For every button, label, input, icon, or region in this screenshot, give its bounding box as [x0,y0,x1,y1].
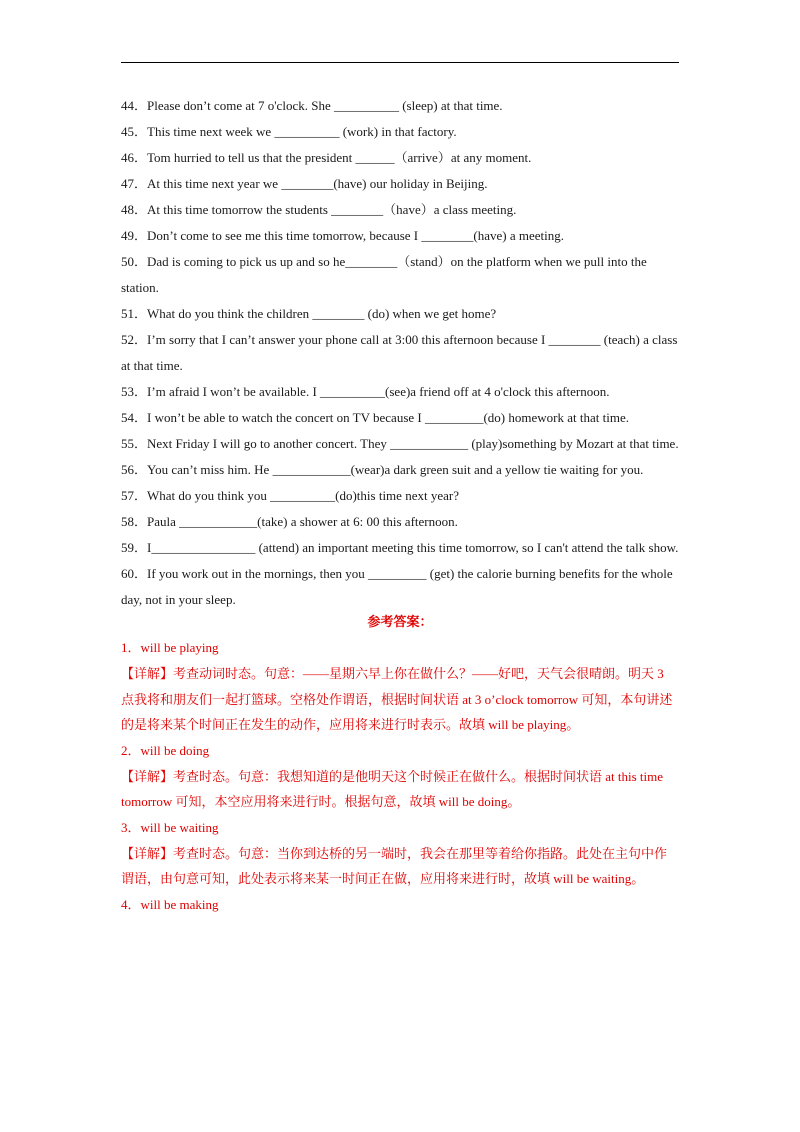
document-content [121,93,679,918]
explain-tag: 【详解】 [121,768,174,784]
answer-heading: 1．will be playing [121,640,219,655]
question-item: 55．Next Friday I will go to another concert. They ____________ (play)something by Mozart at that time. [121,436,679,451]
answer-explanation: 【详解】考查时态。句意：当你到达桥的另一端时，我会在那里等着给你指路。此处在主句中作谓语，由句意可知，此处表示将来某一时间正在做，应用将来进行时，故填 will be waiting。 [121,845,668,886]
question-list [121,93,679,613]
explain-tag: 【详解】 [121,666,174,681]
answers-title: 参考答案： [367,615,433,630]
question-item: 60．If you work out in the mornings, then you _________ (get) the calorie burning benefits for the whole day, not in your sleep. [121,566,673,607]
question-item: 58．Paula ____________(take) a shower at 6: 00 this afternoon. [121,514,458,529]
question-item: 53．I’m afraid I won’t be available. I __________(see)a friend off at 4 o'clock this afternoon. [121,384,610,399]
answer-explanation: 【详解】考查时态。句意：我想知道的是他明天这个时候正在做什么。根据时间状语 at this time tomorrow 可知，本空应用将来进行时。根据句意，故填 will be doing。 [121,768,664,809]
question-item: 48．At this time tomorrow the students ________（have）a class meeting. [121,202,517,217]
answer-heading: 2．will be doing [121,742,210,758]
question-item: 49．Don’t come to see me this time tomorrow, because I ________(have) a meeting. [121,228,564,243]
explain-tag: 【详解】 [121,845,174,861]
question-item: 57．What do you think you __________(do)this time next year? [121,488,459,503]
answer-explanation: 【详解】考查动词时态。句意：——星期六早上你在做什么？——好吧，天气会很晴朗。明天 3 点我将和朋友们一起打篮球。空格处作谓语，根据时间状语 at 3 o’clock tomorrow 可知，本句讲述的是将来某个时间正在发生的动作，应用将来进行时表示。故填 will be playing。 [121,666,673,732]
question-item: 54．I won’t be able to watch the concert on TV because I _________(do) homework at that time. [121,410,629,425]
header-rule [121,62,679,63]
question-item: 47．At this time next year we ________(have) our holiday in Beijing. [121,176,488,191]
answer-heading: 4．will be making [121,896,219,912]
question-item: 44．Please don’t come at 7 o'clock. She __________ (sleep) at that time. [121,98,503,113]
answer-list [121,635,679,918]
question-item: 59．I________________ (attend) an important meeting this time tomorrow, so I can't attend the talk show. [121,540,679,555]
question-item: 45．This time next week we __________ (work) in that factory. [121,124,457,139]
question-item: 51．What do you think the children ________ (do) when we get home? [121,306,497,321]
question-item: 46．Tom hurried to tell us that the president ______（arrive）at any moment. [121,150,532,165]
question-item: 56．You can’t miss him. He ____________(wear)a dark green suit and a yellow tie waiting for you. [121,462,644,477]
answer-heading: 3．will be waiting [121,819,219,835]
question-item: 50．Dad is coming to pick us up and so he________（stand）on the platform when we pull into the station. [121,254,647,295]
question-item: 52．I’m sorry that I can’t answer your phone call at 3:00 this afternoon because I ________ (teach) a class at that time. [121,332,678,373]
